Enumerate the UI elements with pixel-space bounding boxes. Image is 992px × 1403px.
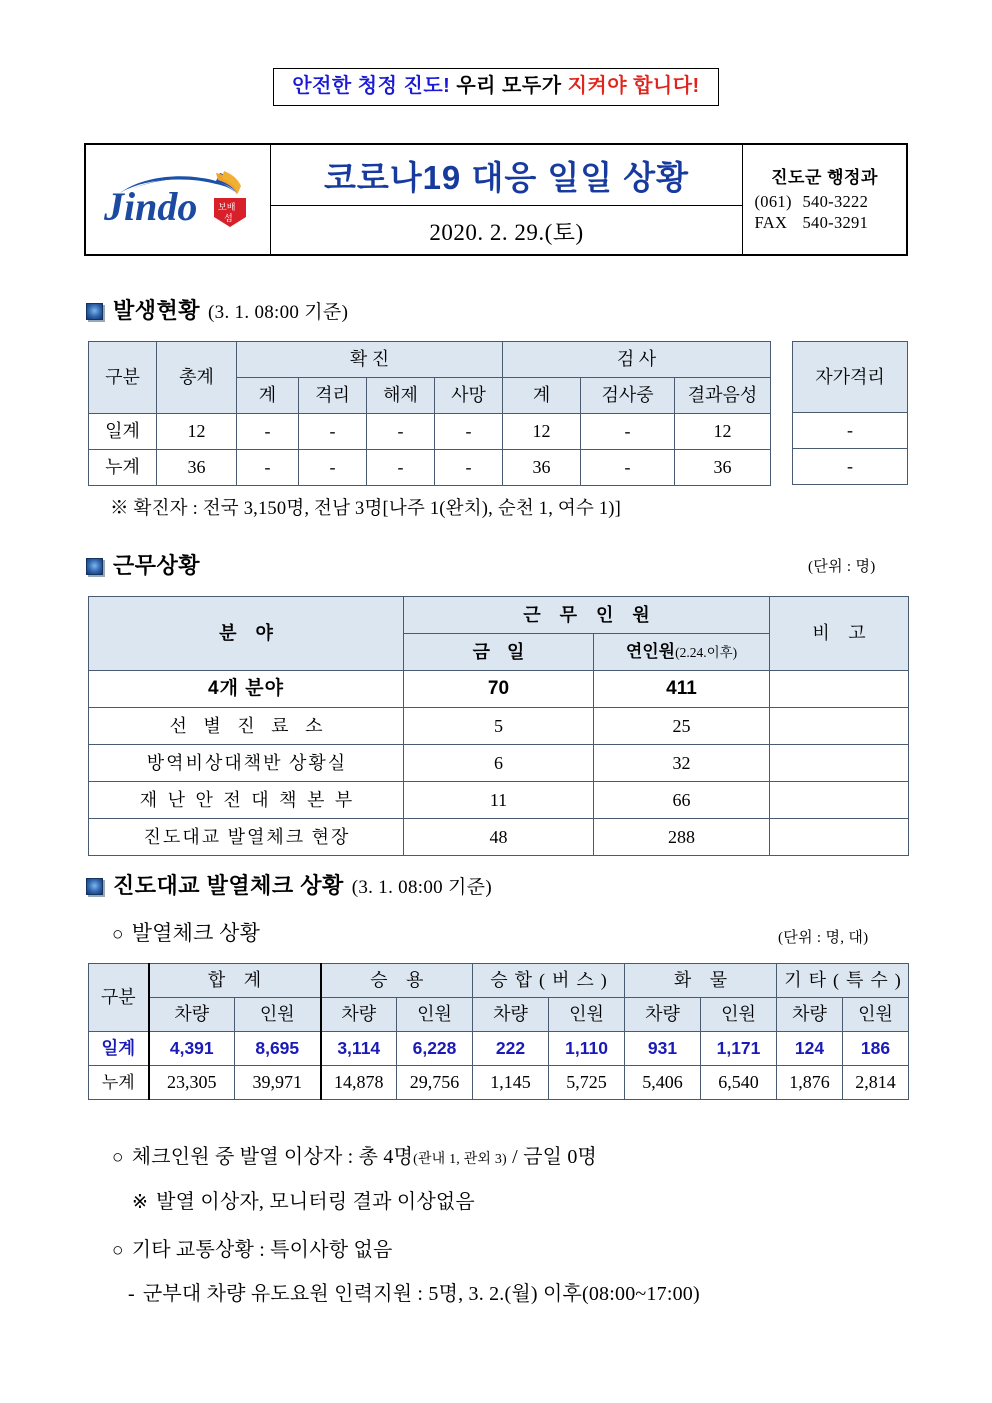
table-header-row <box>89 342 771 378</box>
col-header-total-vehicles: 차량 <box>149 998 235 1032</box>
cell-cum-conf-iso: - <box>299 450 367 486</box>
col-header-group-total: 합 계 <box>149 964 321 998</box>
bullet-military-support-text: 군부대 차량 유도요원 인력지원 : 5명, 3. 2.(월) 이후(08:00~17:00) <box>142 1283 700 1305</box>
svg-text:섬: 섬 <box>224 212 233 223</box>
document-date: 2020. 2. 29.(토) <box>429 219 584 245</box>
col-header-passenger-people: 인원 <box>397 998 473 1032</box>
col-header-test-sum: 계 <box>503 378 581 414</box>
cell-daily-conf-rel: - <box>367 414 435 450</box>
blue-square-bullet-icon <box>86 878 103 895</box>
header-contact-block <box>743 145 906 254</box>
bullet-monitoring-note <box>132 1185 475 1214</box>
col-header-other-people: 인원 <box>843 998 909 1032</box>
table-subheader-row <box>89 998 909 1032</box>
col-header-confirmed-death: 사망 <box>435 378 503 414</box>
cell-cum-total-people: 39,971 <box>235 1066 321 1100</box>
table-header-row <box>89 597 909 634</box>
cell-daily-total-people: 8,695 <box>235 1032 321 1066</box>
row-label-daily: 일계 <box>89 1032 149 1066</box>
row-label-cumulative: 누계 <box>89 450 157 486</box>
table-row <box>793 413 908 449</box>
fever-check-table <box>88 963 909 1100</box>
cell-cum-bus-people: 5,725 <box>549 1066 625 1100</box>
cell-today-disaster-hq: 11 <box>404 782 594 819</box>
table-row <box>89 671 909 708</box>
cell-today-emergency-room: 6 <box>404 745 594 782</box>
section3-sub-bullet-text: 발열체크 상황 <box>131 921 261 945</box>
section3-sub-bullet <box>112 917 260 947</box>
col-header-group-freight: 화 물 <box>625 964 777 998</box>
cell-cum-self-iso: - <box>793 449 908 485</box>
col-header-group-passenger: 승 용 <box>321 964 473 998</box>
occurrence-note: ※ 확진자 : 전국 3,150명, 전남 3명[나주 1(완치), 순천 1, 여수 1)] <box>110 499 622 519</box>
col-header-other-vehicles: 차량 <box>777 998 843 1032</box>
row-label-daily: 일계 <box>89 414 157 450</box>
blue-square-bullet-icon <box>86 303 103 320</box>
cell-daily-freight-vehicles: 931 <box>625 1032 701 1066</box>
cell-cum-conf-rel: - <box>367 450 435 486</box>
cell-today-screening-clinic: 5 <box>404 708 594 745</box>
col-header-bus-vehicles: 차량 <box>473 998 549 1032</box>
cell-cumulative-total: 411 <box>594 671 770 708</box>
jindo-logo <box>86 145 271 254</box>
cell-field-total: 4개 분야 <box>89 671 404 708</box>
col-header-group-bus: 승합(버스) <box>473 964 625 998</box>
cell-cum-freight-people: 6,540 <box>701 1066 777 1100</box>
col-header-freight-vehicles: 차량 <box>625 998 701 1032</box>
col-header-cumulative-note: (2.24.이후) <box>675 645 738 661</box>
department-name: 진도군 행정과 <box>771 168 878 188</box>
slogan-box <box>273 68 718 106</box>
slogan-text-black: 우리 모두가 <box>450 75 568 97</box>
col-header-division: 구분 <box>89 342 157 414</box>
dash-bullet-icon: - <box>128 1283 135 1305</box>
col-header-group-other: 기타(특수) <box>777 964 909 998</box>
bullet-traffic-status-text: 기타 교통상황 : 특이사항 없음 <box>131 1239 393 1261</box>
fax-label: FAX <box>754 213 788 232</box>
col-header-cumulative-main: 연인원 <box>625 642 676 662</box>
cell-daily-self-iso: - <box>793 413 908 449</box>
col-header-confirmed: 확 진 <box>237 342 503 378</box>
table-row <box>89 745 909 782</box>
cell-cum-total: 36 <box>157 450 237 486</box>
cell-today-bridge-check: 48 <box>404 819 594 856</box>
cell-daily-conf-sum: - <box>237 414 299 450</box>
section1-title: 발생현황 <box>113 298 201 323</box>
fax-number: 540-3291 <box>802 213 869 232</box>
table-row <box>89 1032 909 1066</box>
cell-cum-other-vehicles: 1,876 <box>777 1066 843 1100</box>
table-header-row <box>793 342 908 413</box>
bullet-fever-abnormal-text: 체크인원 중 발열 이상자 : 총 4명 <box>131 1146 414 1168</box>
cell-remark-screening-clinic <box>770 708 909 745</box>
cell-daily-passenger-vehicles: 3,114 <box>321 1032 397 1066</box>
col-header-remark: 비 고 <box>770 597 909 671</box>
cell-daily-total: 12 <box>157 414 237 450</box>
table-row <box>89 450 771 486</box>
section-heading-work-status <box>86 549 200 580</box>
cell-cum-passenger-people: 29,756 <box>397 1066 473 1100</box>
cell-daily-conf-death: - <box>435 414 503 450</box>
cell-field-screening-clinic: 선 별 진 료 소 <box>89 708 404 745</box>
cell-cum-passenger-vehicles: 14,878 <box>321 1066 397 1100</box>
col-header-staff-group: 근 무 인 원 <box>404 597 770 634</box>
col-header-test-ongoing: 검사중 <box>581 378 675 414</box>
cell-cum-test-sum: 36 <box>503 450 581 486</box>
cell-field-bridge-check: 진도대교 발열체크 현장 <box>89 819 404 856</box>
slogan-text-blue: 안전한 청정 진도! <box>292 75 451 97</box>
bullet-traffic-status <box>112 1233 392 1262</box>
work-status-table <box>88 596 909 856</box>
cell-daily-test-sum: 12 <box>503 414 581 450</box>
col-header-self-quarantine: 자가격리 <box>793 342 908 413</box>
section2-title: 근무상황 <box>113 553 201 578</box>
fax-line <box>755 213 895 234</box>
document-header <box>84 143 908 256</box>
cell-remark-bridge-check <box>770 819 909 856</box>
cell-cum-other-people: 2,814 <box>843 1066 909 1100</box>
cell-daily-bus-vehicles: 222 <box>473 1032 549 1066</box>
bullet-fever-abnormal <box>112 1140 597 1169</box>
col-header-total-people: 인원 <box>235 998 321 1032</box>
circle-bullet-icon: ○ <box>112 1240 124 1261</box>
section-heading-occurrence <box>86 294 348 325</box>
cell-daily-test-neg: 12 <box>675 414 771 450</box>
table-row <box>89 414 771 450</box>
col-header-total: 총계 <box>157 342 237 414</box>
section3-title: 진도대교 발열체크 상황 <box>113 873 344 898</box>
col-header-field: 분 야 <box>89 597 404 671</box>
reference-mark-icon: ※ <box>132 1192 149 1213</box>
section3-unit-label: (단위 : 명, 대) <box>778 930 869 946</box>
table-header-row <box>89 964 909 998</box>
cell-daily-bus-people: 1,110 <box>549 1032 625 1066</box>
document-title: 코로나19 대응 일일 상황 <box>271 145 742 206</box>
col-header-cumulative <box>594 634 770 671</box>
cell-cum-conf-death: - <box>435 450 503 486</box>
telephone-label: (061) <box>754 192 792 212</box>
telephone-line <box>755 192 895 213</box>
col-header-today: 금 일 <box>404 634 594 671</box>
cell-daily-other-vehicles: 124 <box>777 1032 843 1066</box>
cell-cumulative-bridge-check: 288 <box>594 819 770 856</box>
table-row <box>89 708 909 745</box>
svg-text:보배: 보배 <box>218 201 236 212</box>
cell-cum-total-vehicles: 23,305 <box>149 1066 235 1100</box>
col-header-freight-people: 인원 <box>701 998 777 1032</box>
cell-daily-other-people: 186 <box>843 1032 909 1066</box>
section2-unit-label: (단위 : 명) <box>808 559 876 575</box>
cell-remark-emergency-room <box>770 745 909 782</box>
cell-cumulative-disaster-hq: 66 <box>594 782 770 819</box>
cell-remark-total <box>770 671 909 708</box>
cell-cumulative-screening-clinic: 25 <box>594 708 770 745</box>
cell-daily-freight-people: 1,171 <box>701 1032 777 1066</box>
col-header-bus-people: 인원 <box>549 998 625 1032</box>
col-header-test-negative: 결과음성 <box>675 378 771 414</box>
cell-remark-disaster-hq <box>770 782 909 819</box>
jindo-logo-icon <box>98 167 258 233</box>
circle-bullet-icon: ○ <box>112 924 124 945</box>
cell-cum-test-ing: - <box>581 450 675 486</box>
slogan-text-red: 지켜야 합니다! <box>567 75 700 97</box>
bullet-military-support <box>128 1277 700 1306</box>
cell-daily-test-ing: - <box>581 414 675 450</box>
header-title-block <box>271 145 743 254</box>
col-header-confirmed-sum: 계 <box>237 378 299 414</box>
section3-subtitle: (3. 1. 08:00 기준) <box>351 877 492 898</box>
cell-cum-conf-sum: - <box>237 450 299 486</box>
circle-bullet-icon: ○ <box>112 1147 124 1168</box>
col-header-division: 구분 <box>89 964 149 1032</box>
cell-field-emergency-room: 방역비상대책반 상황실 <box>89 745 404 782</box>
cell-field-disaster-hq: 재 난 안 전 대 책 본 부 <box>89 782 404 819</box>
bullet-fever-abnormal-today: / 금일 0명 <box>506 1146 598 1168</box>
telephone-number: 540-3222 <box>802 192 869 212</box>
self-quarantine-table <box>792 341 908 485</box>
cell-cum-test-neg: 36 <box>675 450 771 486</box>
row-label-cumulative: 누계 <box>89 1066 149 1100</box>
bullet-fever-abnormal-detail: (관내 1, 관외 3) <box>413 1152 507 1167</box>
col-header-confirmed-isolated: 격리 <box>299 378 367 414</box>
cell-cum-freight-vehicles: 5,406 <box>625 1066 701 1100</box>
section-heading-bridge-fever-check <box>86 869 492 900</box>
table-row <box>793 449 908 485</box>
col-header-confirmed-released: 해제 <box>367 378 435 414</box>
cell-cum-bus-vehicles: 1,145 <box>473 1066 549 1100</box>
cell-daily-passenger-people: 6,228 <box>397 1032 473 1066</box>
slogan-banner <box>0 68 992 106</box>
table-row <box>89 782 909 819</box>
section1-subtitle: (3. 1. 08:00 기준) <box>208 302 349 323</box>
col-header-passenger-vehicles: 차량 <box>321 998 397 1032</box>
cell-daily-total-vehicles: 4,391 <box>149 1032 235 1066</box>
occurrence-table <box>88 341 771 486</box>
table-row <box>89 819 909 856</box>
blue-square-bullet-icon <box>86 558 103 575</box>
cell-cumulative-emergency-room: 32 <box>594 745 770 782</box>
bullet-monitoring-note-text: 발열 이상자, 모니터링 결과 이상없음 <box>156 1191 475 1213</box>
svg-text:Jindo: Jindo <box>104 183 198 229</box>
table-row <box>89 1066 909 1100</box>
col-header-test: 검 사 <box>503 342 771 378</box>
cell-today-total: 70 <box>404 671 594 708</box>
cell-daily-conf-iso: - <box>299 414 367 450</box>
